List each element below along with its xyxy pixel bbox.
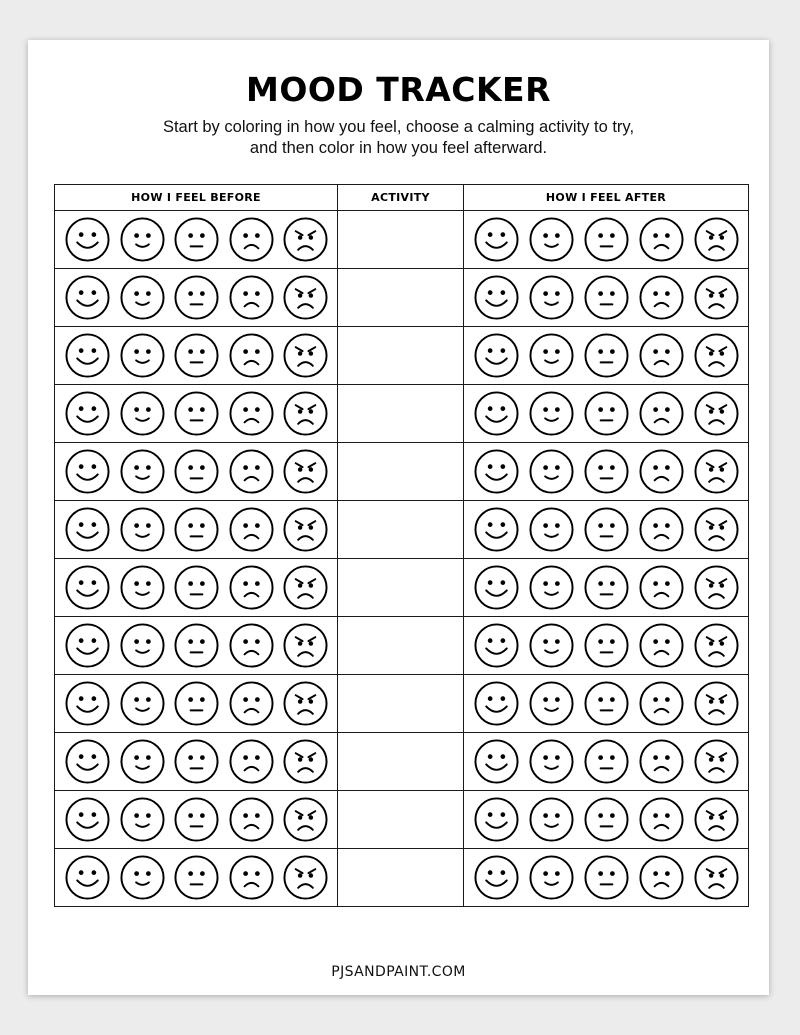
very-happy-face-icon[interactable] xyxy=(64,622,111,669)
very-happy-face-icon[interactable] xyxy=(473,506,520,553)
activity-cell[interactable] xyxy=(338,849,464,907)
activity-cell[interactable] xyxy=(338,617,464,675)
sad-face-icon[interactable] xyxy=(638,332,685,379)
sad-face-icon[interactable] xyxy=(228,274,275,321)
happy-face-icon[interactable] xyxy=(528,506,575,553)
activity-cell[interactable] xyxy=(338,559,464,617)
table-row xyxy=(55,211,749,269)
after-face-options xyxy=(464,564,748,611)
angry-face-icon[interactable] xyxy=(282,622,329,669)
sad-face-icon[interactable] xyxy=(638,216,685,263)
sad-face-icon[interactable] xyxy=(638,854,685,901)
happy-face-icon[interactable] xyxy=(119,332,166,379)
happy-face-icon[interactable] xyxy=(119,854,166,901)
neutral-face-icon[interactable] xyxy=(583,854,630,901)
angry-face-icon[interactable] xyxy=(282,506,329,553)
angry-face-icon[interactable] xyxy=(282,448,329,495)
very-happy-face-icon[interactable] xyxy=(64,448,111,495)
before-faces-cell xyxy=(55,791,338,849)
sad-face-icon[interactable] xyxy=(228,506,275,553)
sad-face-icon[interactable] xyxy=(638,680,685,727)
after-faces-cell xyxy=(464,559,749,617)
neutral-face-icon[interactable] xyxy=(583,448,630,495)
table-row xyxy=(55,791,749,849)
neutral-face-icon[interactable] xyxy=(583,680,630,727)
happy-face-icon[interactable] xyxy=(119,216,166,263)
before-face-options xyxy=(55,332,337,379)
neutral-face-icon[interactable] xyxy=(583,564,630,611)
before-face-options xyxy=(55,216,337,263)
before-faces-cell xyxy=(55,443,338,501)
after-faces-cell xyxy=(464,501,749,559)
before-face-options xyxy=(55,622,337,669)
happy-face-icon[interactable] xyxy=(528,216,575,263)
instructions-line-1: Start by coloring in how you feel, choose a calming activity to try, xyxy=(162,118,635,136)
happy-face-icon[interactable] xyxy=(528,680,575,727)
sad-face-icon[interactable] xyxy=(228,332,275,379)
angry-face-icon[interactable] xyxy=(693,390,740,437)
angry-face-icon[interactable] xyxy=(693,506,740,553)
sad-face-icon[interactable] xyxy=(638,738,685,785)
sad-face-icon[interactable] xyxy=(638,448,685,495)
neutral-face-icon[interactable] xyxy=(583,506,630,553)
neutral-face-icon[interactable] xyxy=(583,796,630,843)
sad-face-icon[interactable] xyxy=(638,506,685,553)
before-face-options xyxy=(55,854,337,901)
sad-face-icon[interactable] xyxy=(228,390,275,437)
activity-cell[interactable] xyxy=(338,385,464,443)
neutral-face-icon[interactable] xyxy=(173,854,220,901)
neutral-face-icon[interactable] xyxy=(173,680,220,727)
sad-face-icon[interactable] xyxy=(638,390,685,437)
angry-face-icon[interactable] xyxy=(693,854,740,901)
before-face-options xyxy=(55,564,337,611)
before-faces-cell xyxy=(55,849,338,907)
very-happy-face-icon[interactable] xyxy=(64,854,111,901)
header-how-i-feel-after: HOW I FEEL AFTER xyxy=(464,185,749,211)
happy-face-icon[interactable] xyxy=(528,564,575,611)
activity-cell[interactable] xyxy=(338,269,464,327)
happy-face-icon[interactable] xyxy=(528,332,575,379)
sad-face-icon[interactable] xyxy=(228,448,275,495)
happy-face-icon[interactable] xyxy=(119,622,166,669)
neutral-face-icon[interactable] xyxy=(583,622,630,669)
neutral-face-icon[interactable] xyxy=(583,274,630,321)
activity-cell[interactable] xyxy=(338,501,464,559)
very-happy-face-icon[interactable] xyxy=(473,448,520,495)
sad-face-icon[interactable] xyxy=(228,796,275,843)
before-faces-cell xyxy=(55,501,338,559)
table-row xyxy=(55,443,749,501)
happy-face-icon[interactable] xyxy=(119,680,166,727)
table-row xyxy=(55,385,749,443)
before-faces-cell xyxy=(55,733,338,791)
table-row xyxy=(55,617,749,675)
sad-face-icon[interactable] xyxy=(228,854,275,901)
very-happy-face-icon[interactable] xyxy=(64,216,111,263)
neutral-face-icon[interactable] xyxy=(173,738,220,785)
angry-face-icon[interactable] xyxy=(282,390,329,437)
before-faces-cell xyxy=(55,327,338,385)
sad-face-icon[interactable] xyxy=(228,564,275,611)
neutral-face-icon[interactable] xyxy=(173,390,220,437)
tracker-rows xyxy=(55,211,749,907)
activity-cell[interactable] xyxy=(338,211,464,269)
sad-face-icon[interactable] xyxy=(638,564,685,611)
table-row xyxy=(55,501,749,559)
before-face-options xyxy=(55,738,337,785)
angry-face-icon[interactable] xyxy=(282,738,329,785)
very-happy-face-icon[interactable] xyxy=(64,506,111,553)
very-happy-face-icon[interactable] xyxy=(473,332,520,379)
after-faces-cell xyxy=(464,385,749,443)
after-face-options xyxy=(464,448,748,495)
happy-face-icon[interactable] xyxy=(528,390,575,437)
angry-face-icon[interactable] xyxy=(693,216,740,263)
mood-tracker-table xyxy=(54,184,749,907)
happy-face-icon[interactable] xyxy=(119,738,166,785)
header-activity: ACTIVITY xyxy=(338,185,464,211)
neutral-face-icon[interactable] xyxy=(583,332,630,379)
after-faces-cell xyxy=(464,443,749,501)
angry-face-icon[interactable] xyxy=(282,854,329,901)
worksheet-page xyxy=(28,40,769,995)
before-face-options xyxy=(55,390,337,437)
after-face-options xyxy=(464,738,748,785)
sad-face-icon[interactable] xyxy=(228,738,275,785)
sad-face-icon[interactable] xyxy=(228,216,275,263)
sad-face-icon[interactable] xyxy=(228,622,275,669)
after-faces-cell xyxy=(464,327,749,385)
angry-face-icon[interactable] xyxy=(282,274,329,321)
table-row xyxy=(55,675,749,733)
happy-face-icon[interactable] xyxy=(528,738,575,785)
happy-face-icon[interactable] xyxy=(528,796,575,843)
after-face-options xyxy=(464,622,748,669)
neutral-face-icon[interactable] xyxy=(583,390,630,437)
after-face-options xyxy=(464,680,748,727)
after-face-options xyxy=(464,854,748,901)
before-face-options xyxy=(55,796,337,843)
happy-face-icon[interactable] xyxy=(119,448,166,495)
angry-face-icon[interactable] xyxy=(693,332,740,379)
before-faces-cell xyxy=(55,385,338,443)
before-faces-cell xyxy=(55,675,338,733)
after-face-options xyxy=(464,332,748,379)
neutral-face-icon[interactable] xyxy=(583,216,630,263)
neutral-face-icon[interactable] xyxy=(173,274,220,321)
very-happy-face-icon[interactable] xyxy=(64,274,111,321)
instructions xyxy=(28,117,769,159)
after-faces-cell xyxy=(464,211,749,269)
angry-face-icon[interactable] xyxy=(282,332,329,379)
angry-face-icon[interactable] xyxy=(282,564,329,611)
after-faces-cell xyxy=(464,675,749,733)
table-header-row xyxy=(55,185,749,211)
after-faces-cell xyxy=(464,791,749,849)
angry-face-icon[interactable] xyxy=(693,448,740,495)
neutral-face-icon[interactable] xyxy=(173,332,220,379)
table-row xyxy=(55,849,749,907)
happy-face-icon[interactable] xyxy=(528,448,575,495)
neutral-face-icon[interactable] xyxy=(173,622,220,669)
happy-face-icon[interactable] xyxy=(528,274,575,321)
very-happy-face-icon[interactable] xyxy=(473,390,520,437)
very-happy-face-icon[interactable] xyxy=(64,680,111,727)
happy-face-icon[interactable] xyxy=(119,796,166,843)
angry-face-icon[interactable] xyxy=(282,680,329,727)
activity-cell[interactable] xyxy=(338,675,464,733)
after-face-options xyxy=(464,796,748,843)
sad-face-icon[interactable] xyxy=(638,274,685,321)
sad-face-icon[interactable] xyxy=(228,680,275,727)
happy-face-icon[interactable] xyxy=(119,564,166,611)
activity-cell[interactable] xyxy=(338,733,464,791)
angry-face-icon[interactable] xyxy=(693,796,740,843)
angry-face-icon[interactable] xyxy=(693,274,740,321)
neutral-face-icon[interactable] xyxy=(173,216,220,263)
instructions-line-2: and then color in how you feel afterward. xyxy=(249,139,548,157)
very-happy-face-icon[interactable] xyxy=(473,564,520,611)
after-faces-cell xyxy=(464,849,749,907)
angry-face-icon[interactable] xyxy=(693,622,740,669)
after-face-options xyxy=(464,274,748,321)
after-face-options xyxy=(464,506,748,553)
after-faces-cell xyxy=(464,269,749,327)
before-face-options xyxy=(55,680,337,727)
neutral-face-icon[interactable] xyxy=(583,738,630,785)
neutral-face-icon[interactable] xyxy=(173,796,220,843)
sad-face-icon[interactable] xyxy=(638,796,685,843)
after-face-options xyxy=(464,390,748,437)
very-happy-face-icon[interactable] xyxy=(64,564,111,611)
table-row xyxy=(55,559,749,617)
table-row xyxy=(55,327,749,385)
after-faces-cell xyxy=(464,617,749,675)
very-happy-face-icon[interactable] xyxy=(473,738,520,785)
before-faces-cell xyxy=(55,211,338,269)
happy-face-icon[interactable] xyxy=(119,274,166,321)
very-happy-face-icon[interactable] xyxy=(473,854,520,901)
happy-face-icon[interactable] xyxy=(119,506,166,553)
activity-cell[interactable] xyxy=(338,327,464,385)
neutral-face-icon[interactable] xyxy=(173,448,220,495)
header-how-i-feel-before: HOW I FEEL BEFORE xyxy=(55,185,338,211)
neutral-face-icon[interactable] xyxy=(173,506,220,553)
neutral-face-icon[interactable] xyxy=(173,564,220,611)
before-face-options xyxy=(55,506,337,553)
after-faces-cell xyxy=(464,733,749,791)
sad-face-icon[interactable] xyxy=(638,622,685,669)
very-happy-face-icon[interactable] xyxy=(473,796,520,843)
very-happy-face-icon[interactable] xyxy=(64,738,111,785)
angry-face-icon[interactable] xyxy=(693,738,740,785)
activity-cell[interactable] xyxy=(338,443,464,501)
happy-face-icon[interactable] xyxy=(528,622,575,669)
activity-cell[interactable] xyxy=(338,791,464,849)
before-face-options xyxy=(55,448,337,495)
after-face-options xyxy=(464,216,748,263)
very-happy-face-icon[interactable] xyxy=(473,216,520,263)
angry-face-icon[interactable] xyxy=(693,680,740,727)
before-face-options xyxy=(55,274,337,321)
footer-website: PJSANDPAINT.COM xyxy=(331,964,466,980)
happy-face-icon[interactable] xyxy=(528,854,575,901)
before-faces-cell xyxy=(55,269,338,327)
very-happy-face-icon[interactable] xyxy=(64,796,111,843)
very-happy-face-icon[interactable] xyxy=(473,274,520,321)
table-row xyxy=(55,269,749,327)
happy-face-icon[interactable] xyxy=(119,390,166,437)
very-happy-face-icon[interactable] xyxy=(64,390,111,437)
page-title: MOOD TRACKER xyxy=(245,70,552,109)
angry-face-icon[interactable] xyxy=(693,564,740,611)
table-row xyxy=(55,733,749,791)
before-faces-cell xyxy=(55,617,338,675)
very-happy-face-icon[interactable] xyxy=(64,332,111,379)
angry-face-icon[interactable] xyxy=(282,216,329,263)
very-happy-face-icon[interactable] xyxy=(473,622,520,669)
angry-face-icon[interactable] xyxy=(282,796,329,843)
before-faces-cell xyxy=(55,559,338,617)
very-happy-face-icon[interactable] xyxy=(473,680,520,727)
